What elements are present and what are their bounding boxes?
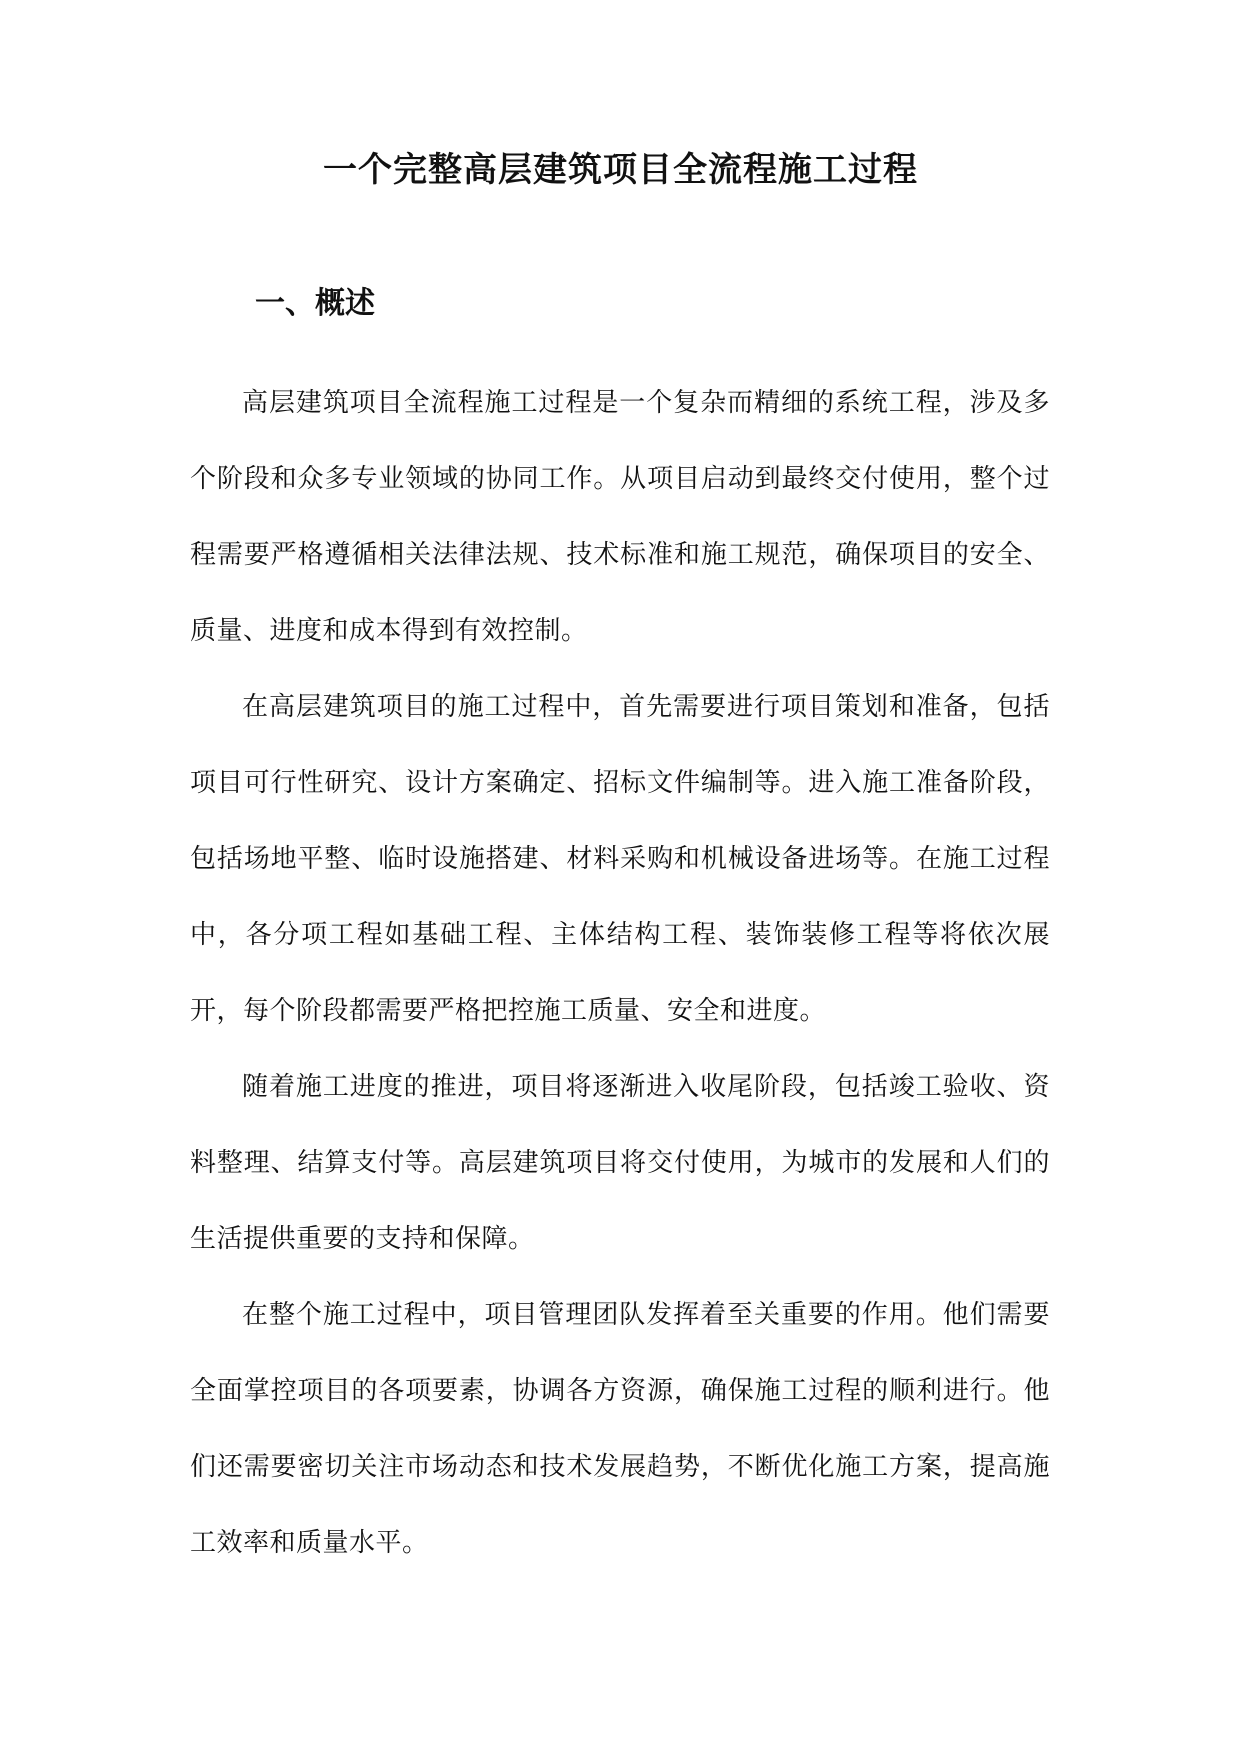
document-body (190, 365, 1050, 1581)
paragraph: 高层建筑项目全流程施工过程是一个复杂而精细的系统工程，涉及多个阶段和众多专业领域的协同工作。从项目启动到最终交付使用，整个过程需要严格遵循相关法律法规、技术标准和施工规范，确保项目的安全、质量、进度和成本得到有效控制。 (190, 388, 1050, 646)
document-title: 一个完整高层建筑项目全流程施工过程 (323, 150, 918, 190)
paragraph: 随着施工进度的推进，项目将逐渐进入收尾阶段，包括竣工验收、资料整理、结算支付等。高层建筑项目将交付使用，为城市的发展和人们的生活提供重要的支持和保障。 (190, 1072, 1050, 1254)
section-heading: 一、概述 (255, 286, 375, 321)
paragraph: 在高层建筑项目的施工过程中，首先需要进行项目策划和准备，包括项目可行性研究、设计方案确定、招标文件编制等。进入施工准备阶段，包括场地平整、临时设施搭建、材料采购和机械设备进场等。在施工过程中，各分项工程如基础工程、主体结构工程、装饰装修工程等将依次展开，每个阶段都需要严格把控施工质量、安全和进度。 (190, 692, 1050, 1026)
paragraph: 在整个施工过程中，项目管理团队发挥着至关重要的作用。他们需要全面掌控项目的各项要素，协调各方资源，确保施工过程的顺利进行。他们还需要密切关注市场动态和技术发展趋势，不断优化施工方案，提高施工效率和质量水平。 (190, 1300, 1050, 1558)
